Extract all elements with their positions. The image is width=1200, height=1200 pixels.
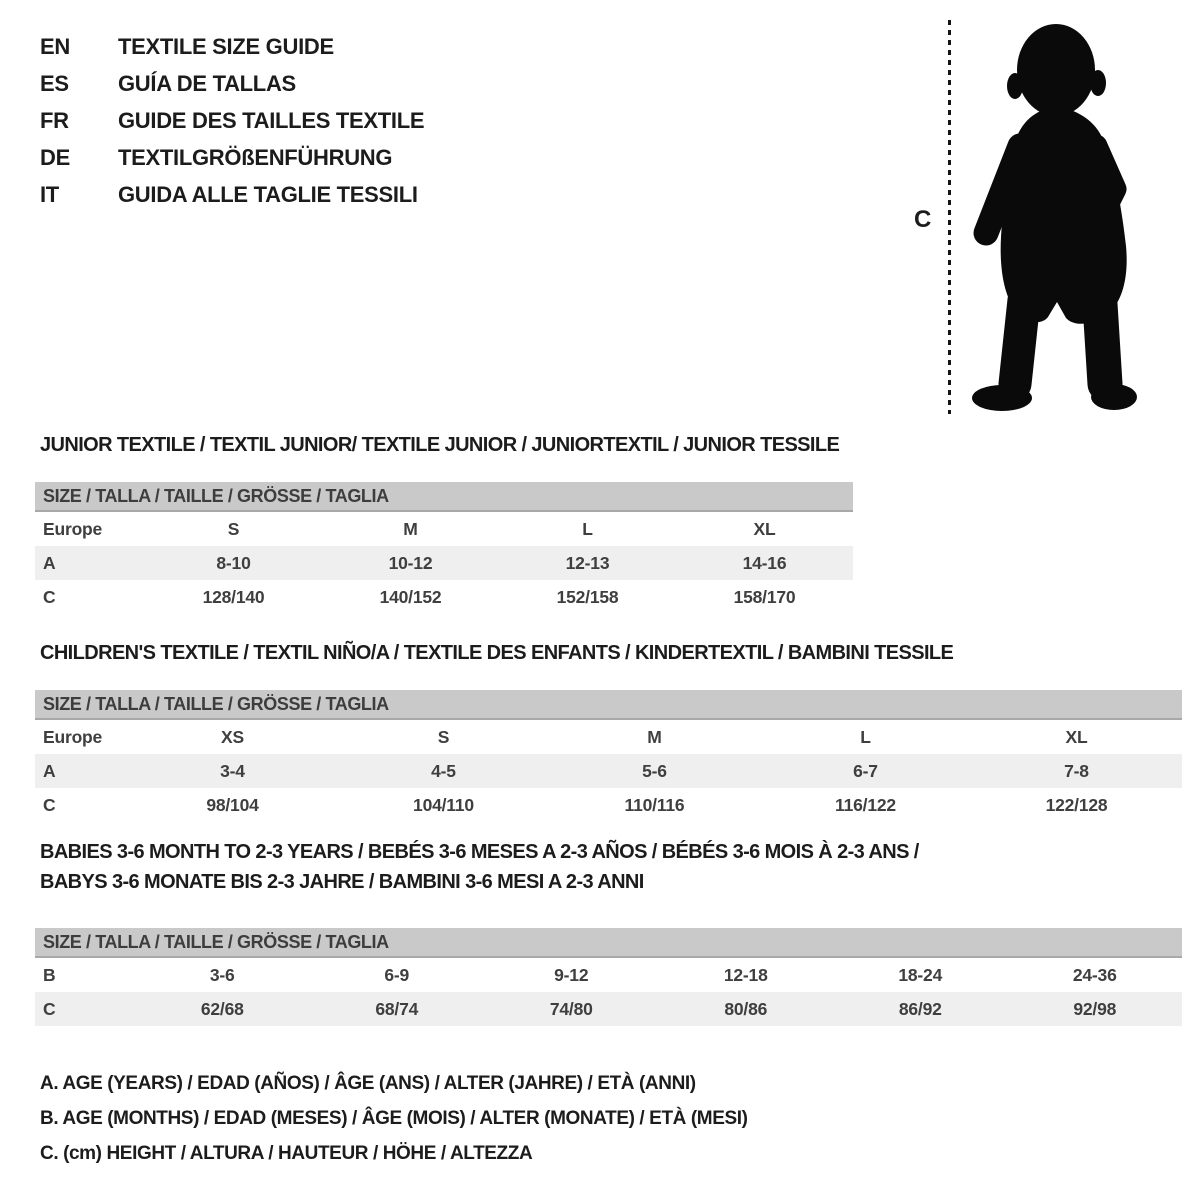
legend-line-a: A. AGE (YEARS) / EDAD (AÑOS) / ÂGE (ANS) / ALTER (JAHRE) / ETÀ (ANNI) [40,1072,696,1094]
language-label: GUIDA ALLE TAGLIE TESSILI [118,181,418,207]
row-label: B [43,964,56,985]
height-c-label: C [914,206,932,233]
size-cell: 9-12 [554,964,589,985]
legend-line-c: C. (cm) HEIGHT / ALTURA / HAUTEUR / HÖHE / ALTEZZA [40,1142,533,1164]
size-cell: 12-13 [499,546,676,580]
language-code: DE [40,144,70,170]
language-label: GUIDE DES TAILLES TEXTILE [118,107,425,133]
size-cell: S [227,518,240,539]
language-code: EN [40,33,70,59]
language-row-es [40,65,424,102]
size-cell: 4-5 [338,754,549,788]
size-cell: 12-18 [723,964,768,985]
size-cell: XL [1065,726,1088,747]
row-label: C [43,794,56,815]
size-cell: M [403,518,418,539]
size-cell: 116/122 [835,794,896,815]
size-cell: 7-8 [971,754,1182,788]
language-code: IT [40,181,59,207]
language-label: GUÍA DE TALLAS [118,70,296,96]
size-cell: 104/110 [413,794,474,815]
size-header-bar: SIZE / TALLA / TAILLE / GRÖSSE / TAGLIA [35,928,1182,958]
size-cell: 68/74 [310,992,485,1026]
size-cell: 3-6 [209,964,235,985]
size-cell: 98/104 [206,794,259,815]
children-size-table [35,690,1182,822]
size-cell: 158/170 [733,586,796,607]
table-row [35,754,1182,788]
size-cell: 18-24 [898,964,943,985]
size-cell: M [647,726,662,747]
table-row [35,788,1182,822]
language-code: ES [40,70,69,96]
language-code: FR [40,107,69,133]
size-header-bar: SIZE / TALLA / TAILLE / GRÖSSE / TAGLIA [35,690,1182,720]
size-cell: 8-10 [145,546,322,580]
size-cell: 92/98 [1008,992,1183,1026]
legend [40,1066,748,1171]
language-label: TEXTILE SIZE GUIDE [118,33,334,59]
language-row-en [40,28,424,65]
table-row [35,992,1182,1026]
table-row [35,580,853,614]
size-cell: L [582,518,593,539]
size-cell: 3-4 [127,754,338,788]
size-cell: 74/80 [484,992,659,1026]
size-cell: S [437,726,450,747]
babies-size-table [35,928,1182,1026]
language-label: TEXTILGRÖßENFÜHRUNG [118,144,393,170]
table-row [35,546,853,580]
size-cell: 6-7 [760,754,971,788]
language-row-fr [40,102,424,139]
size-cell: L [860,726,871,747]
row-label: C [35,992,135,1026]
size-cell: 10-12 [322,546,499,580]
section-title-junior: JUNIOR TEXTILE / TEXTIL JUNIOR/ TEXTILE JUNIOR / JUNIORTEXTIL / JUNIOR TESSILE [40,434,840,456]
table-row [35,512,853,546]
size-cell: 6-9 [384,964,410,985]
size-cell: 14-16 [676,546,853,580]
row-label: A [35,754,127,788]
row-label: Europe [43,518,103,539]
language-guide-list [40,28,424,213]
size-cell: XS [221,726,244,747]
size-cell: 86/92 [833,992,1008,1026]
size-cell: 140/152 [379,586,442,607]
junior-size-table [35,482,853,614]
size-cell: 24-36 [1072,964,1117,985]
row-label: A [35,546,145,580]
row-label: C [43,586,56,607]
size-cell: 152/158 [556,586,619,607]
table-row [35,958,1182,992]
size-cell: 5-6 [549,754,760,788]
section-title-children: CHILDREN'S TEXTILE / TEXTIL NIÑO/A / TEXTILE DES ENFANTS / KINDERTEXTIL / BAMBINI TESSILE [40,642,954,664]
legend-line-b: B. AGE (MONTHS) / EDAD (MESES) / ÂGE (MOIS) / ALTER (MONATE) / ETÀ (MESI) [40,1107,748,1129]
language-row-de [40,139,424,176]
size-cell: 110/116 [624,794,685,815]
size-cell: 128/140 [202,586,265,607]
size-header-bar: SIZE / TALLA / TAILLE / GRÖSSE / TAGLIA [35,482,853,512]
section-title-babies-line1: BABIES 3-6 MONTH TO 2-3 YEARS / BEBÉS 3-6 MESES A 2-3 AÑOS / BÉBÉS 3-6 MOIS À 2-3 ANS / [40,841,919,863]
size-cell: 122/128 [1045,794,1108,815]
table-row [35,720,1182,754]
height-dashed-line [948,20,951,414]
size-cell: XL [753,518,776,539]
baby-silhouette [963,22,1138,418]
size-cell: 62/68 [135,992,310,1026]
language-row-it [40,176,424,213]
size-cell: 80/86 [659,992,834,1026]
row-label: Europe [43,726,103,747]
section-title-babies-line2: BABYS 3-6 MONATE BIS 2-3 JAHRE / BAMBINI 3-6 MESI A 2-3 ANNI [40,871,644,893]
